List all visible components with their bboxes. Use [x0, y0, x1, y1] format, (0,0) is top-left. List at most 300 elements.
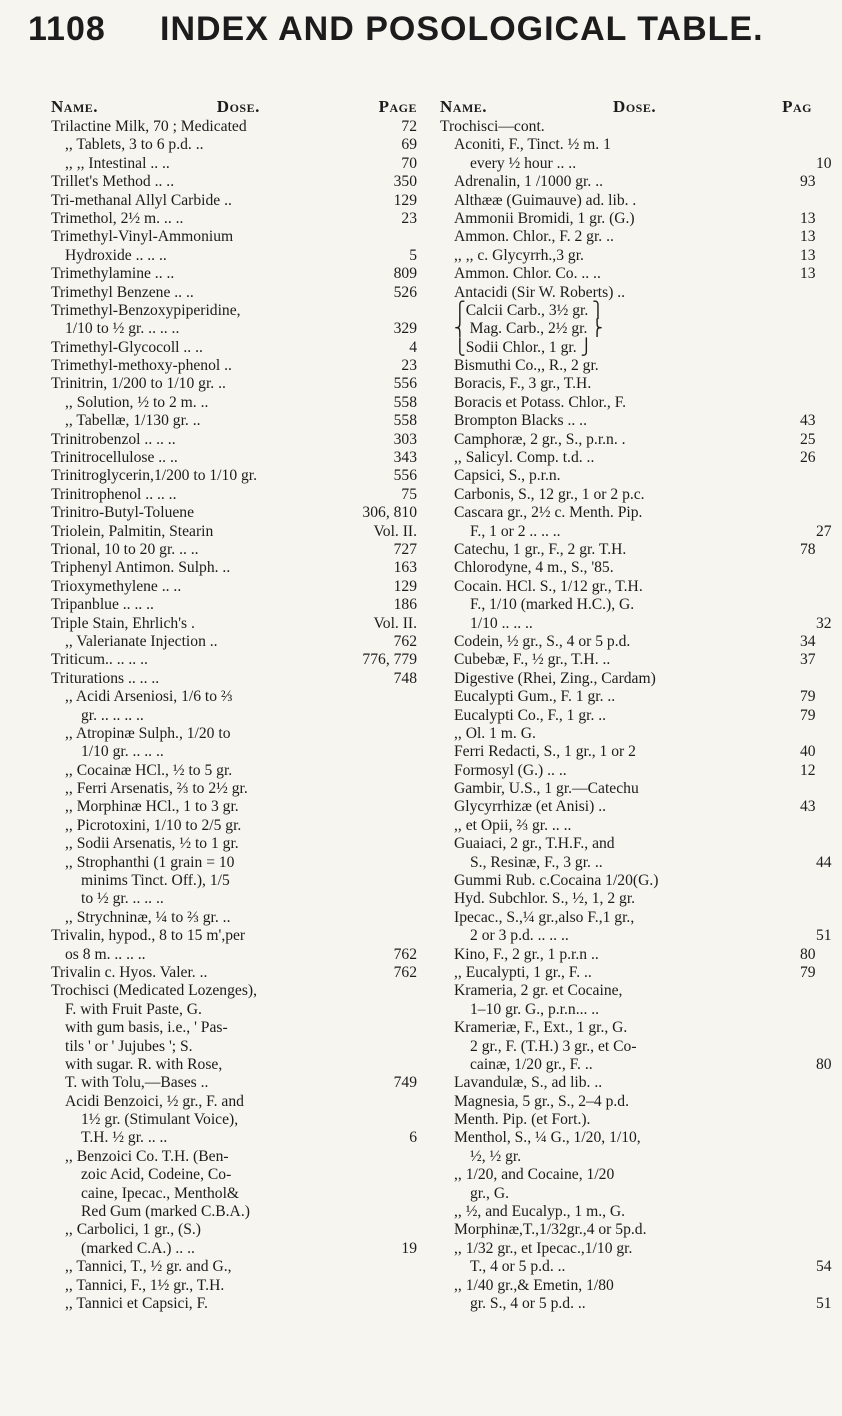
- entry-page: 5: [409, 246, 417, 264]
- entry-text: Eucalypti Gum., F. 1 gr. ..: [454, 688, 616, 706]
- entry-text: Glycyrrhizæ (et Anisi) ..: [454, 798, 607, 816]
- entry-text: Ammonii Bromidi, 1 gr. (G.): [454, 209, 635, 227]
- entry-text: Codein, ½ gr., S., 4 or 5 p.d.: [454, 632, 631, 650]
- index-entry: [51, 707, 417, 725]
- entry-text: ,, Sodii Arsenatis, ½ to 1 gr.: [65, 835, 239, 853]
- index-entry: [440, 872, 826, 890]
- index-entry: [51, 449, 417, 467]
- entry-text: Althææ (Guimauve) ad. lib. .: [454, 191, 637, 209]
- entry-text: Ipecac., S.,¼ gr.,also F.,1 gr.,: [454, 908, 635, 926]
- entry-text: T. with Tolu,—Bases ..: [65, 1074, 209, 1092]
- index-entry: [440, 412, 826, 430]
- entry-page: 19: [401, 1239, 417, 1257]
- entry-page: 43: [800, 412, 816, 430]
- index-entry: [51, 633, 417, 651]
- index-entry: [51, 1111, 417, 1129]
- entry-text: Brompton Blacks .. ..: [454, 412, 587, 430]
- running-title: INDEX AND POSOLOGICAL TABLE.: [160, 10, 764, 48]
- index-entry: [51, 1277, 417, 1295]
- entry-text: Acidi Benzoici, ½ gr., F. and: [65, 1092, 244, 1110]
- entry-text: zoic Acid, Codeine, Co-: [81, 1166, 232, 1184]
- entry-page: 80: [816, 1055, 832, 1073]
- entry-page: 129: [393, 577, 417, 595]
- entry-text: ⎨ Mag. Carb., 2½ gr. ⎬: [454, 320, 603, 338]
- entry-text: Hydroxide .. .. ..: [65, 246, 167, 264]
- entry-page: 26: [800, 449, 816, 467]
- page-header: [0, 10, 801, 60]
- entry-text: 1/10 gr. .. .. ..: [81, 743, 164, 761]
- index-entry: [51, 1074, 417, 1092]
- index-entry: [51, 817, 417, 835]
- entry-page: 526: [393, 283, 417, 301]
- entry-page: 37: [800, 651, 816, 669]
- entry-page: 776, 779: [362, 651, 417, 669]
- index-entry: [440, 1166, 826, 1184]
- index-entry: [51, 1093, 417, 1111]
- index-entry: [51, 541, 417, 559]
- entry-text: Trilactine Milk, 70 ; Medicated: [51, 118, 247, 135]
- index-entry: [51, 1148, 417, 1166]
- index-entry: [440, 192, 826, 210]
- entry-text: Triple Stain, Ehrlich's .: [51, 614, 195, 632]
- index-entry: [51, 412, 417, 430]
- entry-text: Krameriæ, F., Ext., 1 gr., G.: [454, 1019, 628, 1037]
- entry-page: 27: [816, 522, 832, 540]
- index-entry: [440, 1221, 826, 1239]
- index-entry: [440, 265, 826, 283]
- index-entry: [440, 1185, 842, 1203]
- index-entry: [440, 1001, 842, 1019]
- page-number: 1108: [28, 10, 106, 48]
- index-entry: [440, 1093, 826, 1111]
- entry-page: 6: [409, 1129, 417, 1147]
- entry-page: 44: [816, 853, 832, 871]
- entry-page: 51: [816, 927, 832, 945]
- index-entry: [51, 762, 417, 780]
- index-entry: [440, 375, 826, 393]
- entry-text: ,, Benzoici Co. T.H. (Ben-: [65, 1147, 229, 1165]
- entry-text: Aconiti, F., Tinct. ½ m. 1: [454, 136, 611, 154]
- index-entry: [440, 449, 826, 467]
- entry-text: Antacidi (Sir W. Roberts) ..: [454, 283, 626, 301]
- entry-text: cainæ, 1/20 gr., F. ..: [470, 1055, 593, 1073]
- index-entry: [440, 817, 826, 835]
- index-entry: [440, 633, 826, 651]
- index-entry: [51, 228, 417, 246]
- index-entry: [51, 394, 417, 412]
- index-entry: [440, 357, 826, 375]
- entry-text: F., 1 or 2 .. .. ..: [470, 522, 561, 540]
- entry-page: 23: [401, 209, 417, 227]
- heading-name: Name.: [440, 97, 488, 116]
- entry-text: Gambir, U.S., 1 gr.—Catechu: [454, 780, 639, 798]
- entry-page: 4: [409, 338, 417, 356]
- index-entry: [440, 743, 826, 761]
- entry-text: Krameria, 2 gr. et Cocaine,: [454, 982, 623, 1000]
- entry-page: 12: [800, 761, 816, 779]
- entry-text: Boracis, F., 3 gr., T.H.: [454, 375, 592, 393]
- entry-text: with sugar. R. with Rose,: [65, 1055, 223, 1073]
- entry-text: ,, Ol. 1 m. G.: [454, 724, 536, 742]
- index-entry: [440, 615, 842, 633]
- index-entry: [440, 486, 826, 504]
- entry-text: Trional, 10 to 20 gr. .. ..: [51, 540, 199, 558]
- index-entry: [440, 1203, 826, 1221]
- entry-text: Menthol, S., ¼ G., 1/20, 1/10,: [454, 1129, 641, 1147]
- index-entry: [440, 762, 826, 780]
- index-entry: [440, 1148, 842, 1166]
- entry-text: Gummi Rub. c.Cocaina 1/20(G.): [454, 872, 659, 890]
- entry-text: ,, Cocainæ HCl., ½ to 5 gr.: [65, 761, 233, 779]
- entry-text: Bismuthi Co.,, R., 2 gr.: [454, 357, 599, 375]
- index-entry: [440, 688, 826, 706]
- entry-text: 2 gr., F. (T.H.) 3 gr., et Co-: [470, 1037, 637, 1055]
- index-entry: [440, 247, 826, 265]
- index-entry: [440, 780, 826, 798]
- index-entry: [440, 523, 842, 541]
- index-entry: [51, 284, 417, 302]
- index-entry: [51, 596, 417, 614]
- entry-page: 13: [800, 209, 816, 227]
- entry-text: caine, Ipecac., Menthol&: [81, 1184, 240, 1202]
- index-entry: [51, 339, 417, 357]
- entry-page: 350: [393, 173, 417, 191]
- entry-text: Trinitrin, 1/200 to 1/10 gr. ..: [51, 375, 226, 393]
- index-entry: [51, 780, 417, 798]
- index-entry: [51, 136, 417, 154]
- entry-text: T., 4 or 5 p.d. ..: [470, 1258, 566, 1276]
- entry-text: ,, 1/32 gr., et Ipecac.,1/10 gr.: [454, 1239, 633, 1257]
- entry-page: 13: [800, 265, 816, 283]
- entry-page: Vol. II.: [373, 614, 417, 632]
- index-entry: [440, 1240, 826, 1258]
- index-entry: [440, 173, 826, 191]
- index-entry: [440, 835, 826, 853]
- index-entry: [51, 909, 417, 927]
- index-entry: [51, 725, 417, 743]
- entry-text: Adrenalin, 1 /1000 gr. ..: [454, 173, 603, 191]
- entry-page: 93: [800, 173, 816, 191]
- index-entry: [440, 1074, 826, 1092]
- index-entry: [51, 523, 417, 541]
- entry-page: 34: [800, 632, 816, 650]
- entry-text: ,, 1/40 gr.,& Emetin, 1/80: [454, 1276, 614, 1294]
- entry-text: Camphoræ, 2 gr., S., p.r.n. .: [454, 430, 626, 448]
- entry-text: ,, ,, Intestinal .. ..: [65, 154, 170, 172]
- entry-text: ,, ,, c. Glycyrrh.,3 gr.: [454, 246, 584, 264]
- entry-text: Cascara gr., 2½ c. Menth. Pip.: [454, 504, 643, 522]
- index-entry: [440, 651, 826, 669]
- index-entry: [440, 155, 842, 173]
- index-entry: [51, 1019, 417, 1037]
- entry-text: Trimethyl Benzene .. ..: [51, 283, 194, 301]
- entry-text: F. with Fruit Paste, G.: [65, 1000, 202, 1018]
- entry-page: 79: [800, 963, 816, 981]
- entry-text: Trimethyl-Benzoxypiperidine,: [51, 301, 241, 319]
- entry-text: Triphenyl Antimon. Sulph. ..: [51, 559, 231, 577]
- index-entry: [440, 467, 826, 485]
- index-entry: [440, 1056, 842, 1074]
- entry-text: ,, Morphinæ HCl., 1 to 3 gr.: [65, 798, 239, 816]
- entry-text: Menth. Pip. (et Fort.).: [454, 1111, 591, 1129]
- entry-text: ,, Acidi Arseniosi, 1/6 to ⅔: [65, 688, 233, 706]
- index-entry: [440, 982, 826, 1000]
- entry-text: ,, ½, and Eucalyp., 1 m., G.: [454, 1203, 626, 1221]
- entry-text: (marked C.A.) .. ..: [81, 1239, 195, 1257]
- index-entry: [440, 964, 826, 982]
- entry-text: Chlorodyne, 4 m., S., '85.: [454, 559, 614, 577]
- entry-text: Ammon. Chlor., F. 2 gr. ..: [454, 228, 614, 246]
- entry-text: os 8 m. .. .. ..: [65, 945, 146, 963]
- entry-page: 51: [816, 1295, 832, 1312]
- entry-text: ,, Tablets, 3 to 6 p.d. ..: [65, 136, 204, 154]
- entry-text: S., Resinæ, F., 3 gr. ..: [470, 853, 603, 871]
- index-entry: [51, 1038, 417, 1056]
- index-entry: [51, 302, 417, 320]
- entry-page: 343: [393, 449, 417, 467]
- entry-text: gr., G.: [470, 1184, 509, 1202]
- entry-text: Triticum.. .. .. ..: [51, 651, 148, 669]
- index-entry: [51, 431, 417, 449]
- entry-text: ,, Picrotoxini, 1/10 to 2/5 gr.: [65, 816, 242, 834]
- index-entry: [51, 1221, 417, 1239]
- index-entry: [440, 946, 826, 964]
- index-entry: [51, 1295, 417, 1313]
- entry-page: 303: [393, 430, 417, 448]
- column-heading: [440, 98, 812, 117]
- index-entry: [51, 173, 417, 191]
- index-entry: [51, 651, 417, 669]
- entry-page: 556: [393, 375, 417, 393]
- index-entry: [51, 964, 417, 982]
- heading-page: Pag: [782, 97, 812, 116]
- entry-text: Formosyl (G.) .. ..: [454, 761, 567, 779]
- entry-text: ,, Strychninæ, ¼ to ⅔ gr. ..: [65, 908, 231, 926]
- entry-page: 25: [800, 430, 816, 448]
- entry-page: 727: [393, 540, 417, 558]
- entry-text: every ½ hour .. ..: [470, 154, 577, 172]
- entry-text: 1–10 gr. G., p.r.n... ..: [470, 1000, 600, 1018]
- index-entry: [51, 1258, 417, 1276]
- index-entry: [51, 798, 417, 816]
- index-entry: [51, 872, 417, 890]
- index-entry: [51, 486, 417, 504]
- index-entry: [51, 743, 417, 761]
- index-entry: [51, 890, 417, 908]
- entry-page: 80: [800, 945, 816, 963]
- entry-text: Trimethol, 2½ m. .. ..: [51, 209, 184, 227]
- index-entry: [440, 118, 812, 136]
- index-entry: [440, 431, 826, 449]
- entry-page: 748: [393, 669, 417, 687]
- entry-text: Trillet's Method .. ..: [51, 173, 175, 191]
- entry-page: 556: [393, 467, 417, 485]
- index-entry: [51, 467, 417, 485]
- index-entry: [51, 946, 417, 964]
- entry-text: Trochisci—cont.: [440, 118, 545, 135]
- entry-text: Morphinæ,T.,1/32gr.,4 or 5p.d.: [454, 1221, 647, 1239]
- entry-page: 306, 810: [362, 504, 417, 522]
- entry-page: 23: [401, 357, 417, 375]
- index-entry: [440, 1038, 842, 1056]
- entry-page: 43: [800, 798, 816, 816]
- entry-page: 32: [816, 614, 832, 632]
- entry-text: Carbonis, S., 12 gr., 1 or 2 p.c.: [454, 485, 645, 503]
- entry-text: ½, ½ gr.: [470, 1147, 522, 1165]
- entry-page: 13: [800, 246, 816, 264]
- index-entry: [51, 670, 417, 688]
- entry-text: ,, Carbolici, 1 gr., (S.): [65, 1221, 201, 1239]
- entry-text: ,, Salicyl. Comp. t.d. ..: [454, 449, 595, 467]
- index-entry: [440, 890, 826, 908]
- index-entry: [51, 927, 417, 945]
- index-entry: [51, 1185, 417, 1203]
- index-entry: [440, 798, 826, 816]
- entry-text: Eucalypti Co., F., 1 gr. ..: [454, 706, 607, 724]
- entry-page: 809: [393, 265, 417, 283]
- entry-page: 78: [800, 540, 816, 558]
- entry-text: F., 1/10 (marked H.C.), G.: [470, 596, 635, 614]
- entry-text: ,, Atropinæ Sulph., 1/20 to: [65, 724, 231, 742]
- entry-text: Hyd. Subchlor. S., ½, 1, 2 gr.: [454, 890, 636, 908]
- entry-text: Trimethyl-Glycocoll .. ..: [51, 338, 203, 356]
- entry-page: 72: [401, 118, 417, 135]
- index-entry: [440, 707, 826, 725]
- index-entry: [51, 835, 417, 853]
- index-entry: [440, 559, 826, 577]
- index-entry: [51, 559, 417, 577]
- index-entry: [440, 854, 842, 872]
- entry-text: tils ' or ' Jujubes '; S.: [65, 1037, 193, 1055]
- index-entry: [51, 688, 417, 706]
- index-entry: [51, 1001, 417, 1019]
- heading-page: Page: [378, 97, 417, 116]
- entry-text: Magnesia, 5 gr., S., 2–4 p.d.: [454, 1092, 629, 1110]
- entry-text: 1½ gr. (Stimulant Voice),: [81, 1111, 239, 1129]
- index-entry: [440, 320, 826, 338]
- index-entry: [440, 1277, 826, 1295]
- entry-text: to ½ gr. .. .. ..: [81, 890, 164, 908]
- entry-page: 762: [393, 632, 417, 650]
- heading-dose: Dose.: [613, 97, 657, 116]
- entry-page: 79: [800, 706, 816, 724]
- entry-text: ,, Eucalypti, 1 gr., F. ..: [454, 963, 592, 981]
- entry-text: Triolein, Palmitin, Stearin: [51, 522, 214, 540]
- heading-name: Name.: [51, 97, 99, 116]
- index-entry: [51, 118, 417, 136]
- entry-page: 186: [393, 596, 417, 614]
- entry-text: Lavandulæ, S., ad lib. ..: [454, 1074, 603, 1092]
- entry-text: Trimethyl-Vinyl-Ammonium: [51, 228, 234, 246]
- index-entry: [51, 1203, 417, 1221]
- entry-page: 10: [816, 154, 832, 172]
- entry-text: ,, 1/20, and Cocaine, 1/20: [454, 1166, 615, 1184]
- index-entry: [440, 596, 842, 614]
- entry-page: 79: [800, 688, 816, 706]
- entry-page: 13: [800, 228, 816, 246]
- index-entry: [440, 302, 826, 320]
- entry-text: Trioxymethylene .. ..: [51, 577, 182, 595]
- entry-text: ,, Ferri Arsenatis, ⅔ to 2½ gr.: [65, 780, 248, 798]
- index-entry: [440, 210, 826, 228]
- entry-text: 1/10 .. .. ..: [470, 614, 533, 632]
- entry-text: Kino, F., 2 gr., 1 p.r.n ..: [454, 945, 599, 963]
- index-entry: [440, 504, 826, 522]
- entry-page: 40: [800, 743, 816, 761]
- index-entry: [51, 1056, 417, 1074]
- entry-page: 75: [401, 485, 417, 503]
- entry-text: ,, et Opii, ⅔ gr. .. ..: [454, 816, 572, 834]
- entry-page: 558: [393, 393, 417, 411]
- entry-text: Triturations .. .. ..: [51, 669, 160, 687]
- entry-text: Red Gum (marked C.B.A.): [81, 1203, 250, 1221]
- entry-text: 1/10 to ½ gr. .. .. ..: [65, 320, 180, 338]
- entry-page: 749: [393, 1074, 417, 1092]
- index-entry: [51, 375, 417, 393]
- entry-page: 762: [393, 945, 417, 963]
- entry-page: 163: [393, 559, 417, 577]
- index-entry: [51, 982, 417, 1000]
- entry-text: Trimethyl-methoxy-phenol ..: [51, 357, 232, 375]
- entry-text: Catechu, 1 gr., F., 2 gr. T.H.: [454, 540, 627, 558]
- index-entry: [440, 136, 826, 154]
- right-column: [440, 97, 832, 1313]
- index-entry: [51, 357, 417, 375]
- index-entry: [440, 1295, 842, 1313]
- index-entry: [440, 927, 842, 945]
- entry-text: Capsici, S., p.r.n.: [454, 467, 561, 485]
- entry-text: Ammon. Chlor. Co. .. ..: [454, 265, 601, 283]
- entry-text: ⎩Sodii Chlor., 1 gr. ⎭: [454, 338, 593, 356]
- entry-text: ,, Valerianate Injection ..: [65, 632, 218, 650]
- entry-text: Trochisci (Medicated Lozenges),: [51, 982, 257, 1000]
- entry-text: with gum basis, i.e., ' Pas-: [65, 1019, 228, 1037]
- entry-page: 54: [816, 1258, 832, 1276]
- heading-dose: Dose.: [216, 97, 260, 116]
- entry-text: Trivalin c. Hyos. Valer. ..: [51, 963, 208, 981]
- index-entry: [51, 854, 417, 872]
- index-entry: [440, 1258, 842, 1276]
- entry-text: ,, Solution, ½ to 2 m. ..: [65, 393, 209, 411]
- entry-page: 329: [393, 320, 417, 338]
- entry-text: Guaiaci, 2 gr., T.H.F., and: [454, 835, 615, 853]
- entry-text: gr. S., 4 or 5 p.d. ..: [470, 1295, 586, 1312]
- entry-text: Trimethylamine .. ..: [51, 265, 175, 283]
- index-entry: [440, 1019, 826, 1037]
- column-heading: [51, 98, 417, 117]
- entry-page: 70: [401, 154, 417, 172]
- entry-text: Tripanblue .. .. ..: [51, 596, 154, 614]
- index-entry: [51, 265, 417, 283]
- index-entry: [51, 578, 417, 596]
- index-entry: [440, 284, 826, 302]
- index-entry: [440, 394, 826, 412]
- entry-text: 2 or 3 p.d. .. .. ..: [470, 927, 569, 945]
- entry-page: 558: [393, 412, 417, 430]
- index-entry: [440, 339, 826, 357]
- entry-text: ⎧Calcii Carb., 3½ gr. ⎫: [454, 301, 604, 319]
- entry-text: Trinitrocellulose .. ..: [51, 449, 178, 467]
- index-entry: [440, 725, 826, 743]
- index-entry: [51, 615, 417, 633]
- entry-text: ,, Tabellæ, 1/130 gr. ..: [65, 412, 201, 430]
- entry-page: Vol. II.: [373, 522, 417, 540]
- index-entry: [440, 1129, 826, 1147]
- index-entry: [440, 228, 826, 246]
- entry-text: Cocain. HCl. S., 1/12 gr., T.H.: [454, 577, 643, 595]
- entry-text: ,, Tannici, F., 1½ gr., T.H.: [65, 1276, 225, 1294]
- entry-text: Trivalin, hypod., 8 to 15 m',per: [51, 927, 246, 945]
